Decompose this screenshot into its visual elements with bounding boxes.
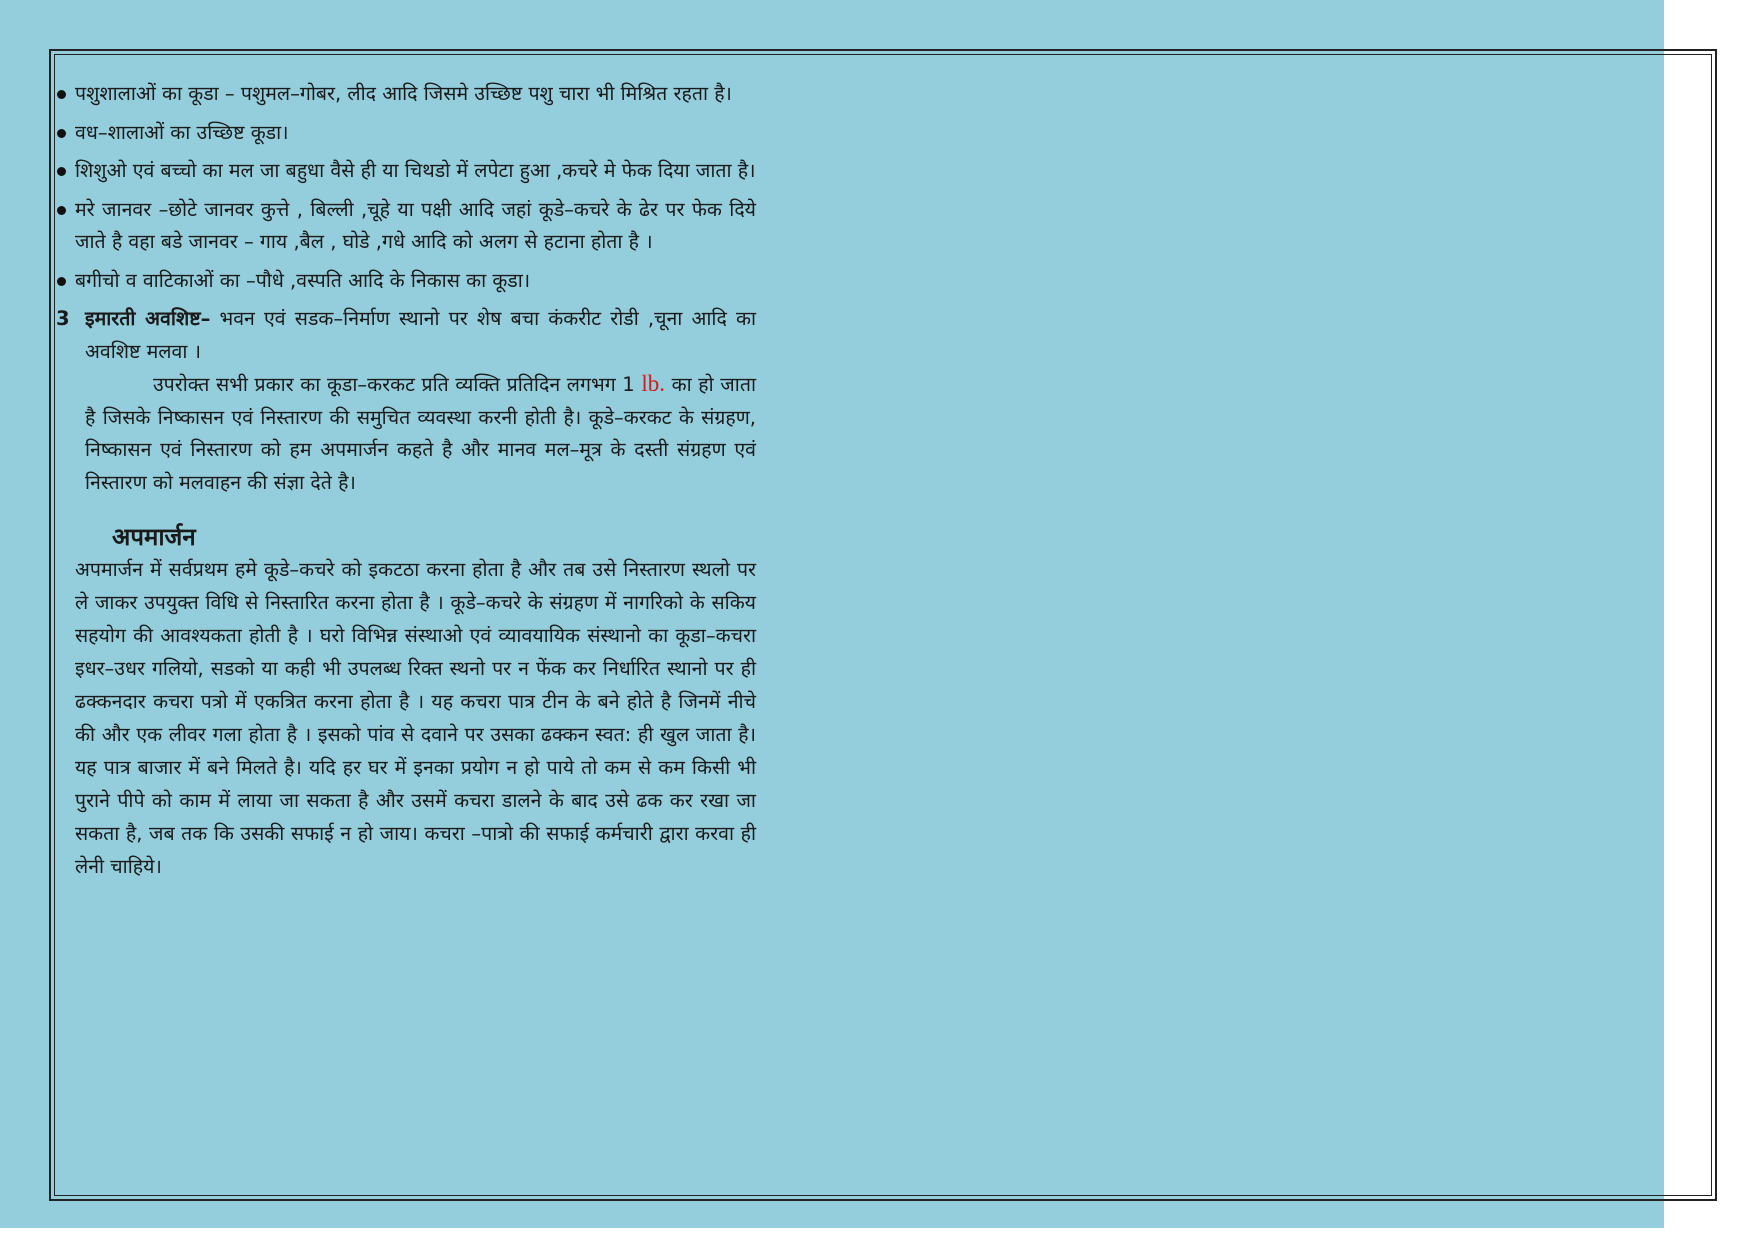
list-item-text: मरे जानवर –छोटे जानवर कुत्ते , बिल्ली ,चूहे या पक्षी आदि जहां कूडे–कचरे के ढेर पर फेक दिये जाते है वहा बडे जानवर – गाय ,बैल , घोडे ,गधे आदि को अलग से हटाना होता है ।: [75, 197, 756, 253]
item-title: इमारती अवशिष्ट–: [85, 307, 211, 330]
summary-text-after: का हो जाता है जिसके निष्कासन एवं निस्तारण की समुचित व्यवस्था करनी होती है। कूडे–करकट के संग्रहण, निष्कासन एवं निस्तारण को हम अपमार्जन कहते है और मानव मल–मूत्र के दस्ती संग्रहण एवं निस्तारण को मलवाहन की संज्ञा देते है।: [85, 373, 756, 494]
summary-text-before: उपरोक्त सभी प्रकार का कूडा–करकट प्रति व्यक्ति प्रतिदिन लगभग 1: [153, 373, 642, 396]
body-paragraph: अपमार्जन में सर्वप्रथम हमे कूडे–कचरे को इकटठा करना होता है और तब उसे निस्तारण स्थलो पर ले जाकर उपयुक्त विधि से निस्तारित करना होता है । कूडे–कचरे के संग्रहण में नागरिको के सकिय सहयोग की आवश्यकता होती है । घरो विभिन्न संस्थाओ एवं व्यावयायिक संस्थानो का कूडा–कचरा इधर–उधर गलियो, सडको या कही भी उपलब्ध रिक्त स्थनो पर न फेंक कर निर्धारित स्थानो पर ही ढक्कनदार कचरा पत्रो में एकत्रित करना होता है । यह कचरा पात्र टीन के बने होते है जिनमें नीचे की और एक लीवर गला होता है । इसको पांव से दवाने पर उसका ढक्कन स्वत: ही खुल जाता है। यह पात्र बाजार में बने मिलते है। यदि हर घर में इनका प्रयोग न हो पाये तो कम से कम किसी भी पुराने पीपे को काम में लाया जा सकता है और उसमें कचरा डालने के बाद उसे ढक कर रखा जा सकता है, जब तक कि उसकी सफाई न हो जाय। कचरा –पात्रो की सफाई कर्मचारी द्वारा करवा ही लेनी चाहिये।: [75, 558, 756, 878]
list-item-text: शिशुओ एवं बच्चो का मल जा बहुधा वैसे ही या चिथडो में लपेटा हुआ ,कचरे मे फेक दिया जाता है।: [75, 159, 756, 182]
bullet-icon: [57, 206, 66, 215]
summary-paragraph: [56, 368, 756, 499]
bullet-icon: [57, 90, 66, 99]
bullet-icon: [57, 277, 66, 286]
unit-label: lb.: [641, 371, 665, 396]
bullet-icon: [57, 167, 66, 176]
numbered-item-building-waste: [56, 303, 756, 368]
section-heading: अपमार्जन: [112, 523, 196, 551]
list-item-text: बगीचो व वाटिकाओं का –पौधे ,वस्पति आदि के निकास का कूडा।: [75, 268, 531, 292]
bullet-icon: [57, 129, 66, 138]
list-item: [56, 155, 756, 188]
list-item-text: वध–शालाओं का उच्छिष्ट कूडा।: [75, 120, 289, 144]
item-number: 3: [56, 307, 70, 330]
list-item-text: पशुशालाओं का कूडा – पशुमल–गोबर, लीद आदि जिसमे उच्छिष्ट पशु चारा भी मिश्रित रहता है।: [75, 82, 732, 105]
list-item: [56, 117, 756, 150]
item-text: भवन एवं सडक–निर्माण स्थानो पर शेष बचा कंकरीट रोडी ,चूना आदि का अवशिष्ट मलवा ।: [85, 307, 757, 363]
list-item: [56, 78, 756, 111]
document-column: [56, 78, 756, 883]
list-item: [56, 194, 756, 259]
list-item: [56, 265, 756, 298]
